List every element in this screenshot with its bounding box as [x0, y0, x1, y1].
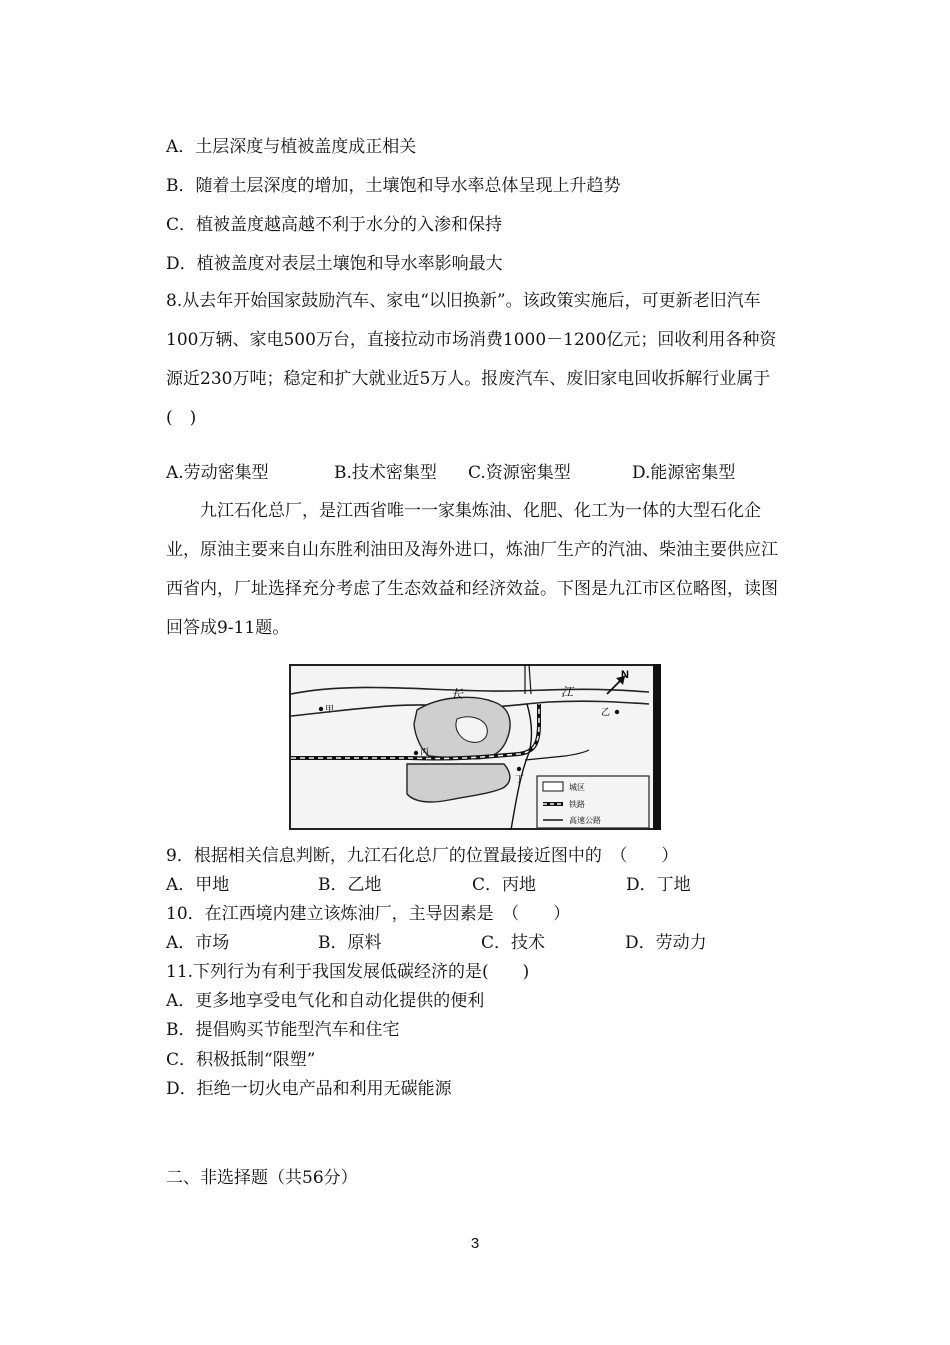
q9-options	[166, 874, 691, 896]
place-yi-label: 乙	[601, 708, 611, 718]
intro-paragraph: 九江石化总厂，是江西省唯一一家集炼油、化肥、化工为一体的大型石化企业，原油主要来自山东胜利油田及海外进口，炼油厂生产的汽油、柴油主要供应江西省内，厂址选择充分考虑了生态效益和经济效益。下图是九江市区位略图，读图回答成9-11题。	[166, 501, 778, 638]
north-label: N	[621, 669, 629, 681]
legend-urban-swatch	[543, 782, 563, 791]
place-ding-label: 丁	[515, 775, 525, 785]
legend-railway-label: 铁路	[569, 800, 585, 809]
q9-option-c: C．丙地	[472, 875, 537, 895]
q9-option-a: A．甲地	[166, 875, 230, 895]
q11-option-d: D．拒绝一切火电产品和利用无碳能源	[166, 1079, 452, 1099]
q8-option-d: D.能源密集型	[632, 463, 736, 483]
q7-option-b: B．随着土层深度的增加，土壤饱和导水率总体呈现上升趋势	[166, 176, 621, 196]
river-label-chang: 长	[451, 687, 464, 701]
legend-urban-label: 城区	[569, 783, 585, 792]
q7-option-c: C．植被盖度越高越不利于水分的入渗和保持	[166, 215, 503, 235]
place-jia-dot	[319, 707, 323, 711]
legend-highway-label: 高速公路	[569, 816, 601, 825]
q9-option-b: B．乙地	[318, 875, 382, 895]
q10-options	[166, 932, 707, 954]
q11-option-b: B．提倡购买节能型汽车和住宅	[166, 1020, 400, 1040]
q8-option-a: A.劳动密集型	[166, 463, 269, 483]
q11-option-c: C．积极抵制“限塑”	[166, 1050, 316, 1070]
q11-option-a: A．更多地享受电气化和自动化提供的便利	[166, 991, 485, 1011]
q8-stem: 8.从去年开始国家鼓励汽车、家电“以旧换新”。该政策实施后，可更新老旧汽车100万辆、家电500万台，直接拉动市场消费1000－1200亿元；回收利用各种资源近230万吨；稳定和扩大就业近5万人。报废汽车、废旧家电回收拆解行业属于( )	[166, 291, 777, 428]
q10-stem: 10．在江西境内建立该炼油厂，主导因素是 （ ）	[166, 904, 571, 924]
q7-option-d: D．植被盖度对表层土壤饱和导水率影响最大	[166, 254, 503, 274]
place-jia-label: 甲	[325, 705, 335, 715]
q8-option-b: B.技术密集型	[334, 463, 437, 483]
place-yi-dot	[615, 710, 619, 714]
place-bing-dot	[414, 751, 418, 755]
q10-option-c: C．技术	[481, 933, 546, 953]
q7-option-a: A．土层深度与植被盖度成正相关	[166, 137, 417, 157]
q10-option-b: B．原料	[318, 933, 382, 953]
place-ding-dot	[517, 767, 521, 771]
map-edge	[653, 664, 661, 830]
q9-option-d: D．丁地	[626, 875, 691, 895]
q11-stem: 11.下列行为有利于我国发展低碳经济的是( )	[166, 962, 530, 982]
q8-options	[166, 462, 735, 484]
page-number: 3	[470, 1235, 480, 1252]
q9-stem: 9．根据相关信息判断，九江石化总厂的位置最接近图中的 （ ）	[166, 846, 679, 866]
jiujiang-location-map	[289, 664, 661, 830]
river-label-jiang: 江	[561, 685, 574, 699]
section-2-heading: 二、非选择题（共56分）	[166, 1168, 358, 1188]
place-bing-label: 丙	[420, 748, 430, 758]
q8-option-c: C.资源密集型	[468, 463, 571, 483]
q10-option-d: D．劳动力	[625, 933, 707, 953]
q10-option-a: A．市场	[166, 933, 230, 953]
